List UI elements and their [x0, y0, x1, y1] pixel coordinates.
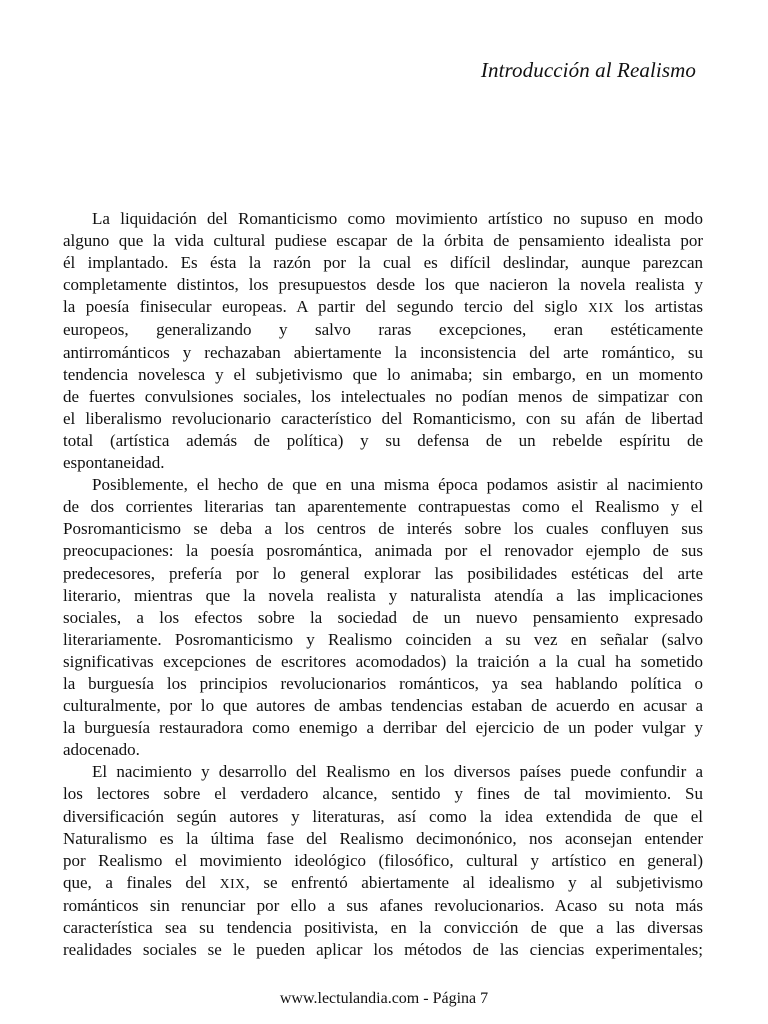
text-line: literariamente. Posromanticismo y Realismo coinciden a su vez en señalar (salvo	[63, 629, 703, 649]
text-line: él implantado. Es ésta la razón por la cual es difícil deslindar, aunque parezcan	[63, 253, 703, 273]
page-footer: www.lectulandia.com - Página 7	[279, 990, 489, 1007]
text-line: Posromanticismo se deba a los centros de interés sobre los cuales confluyen sus	[63, 519, 703, 539]
paragraph	[63, 761, 703, 961]
text-line: El nacimiento y desarrollo del Realismo en los diversos países puede confundir a	[92, 762, 703, 782]
text-line: que, a finales del XIX, se enfrentó abiertamente al idealismo y al subjetivismo	[63, 872, 703, 892]
running-header: Introducción al Realismo	[480, 58, 696, 82]
text-line: total (artística además de política) y su defensa de un rebelde espíritu de	[63, 430, 703, 450]
text-line: característica sea su tendencia positivista, en la convicción de que a las diversas	[63, 918, 703, 937]
text-line: completamente distintos, los presupuestos desde los que nacieron la novela realista y	[63, 275, 703, 295]
text-line: diversificación según autores y literaturas, así como la idea extendida de que el	[63, 806, 703, 826]
text-line: antirrománticos y rechazaban abiertamente la inconsistencia del arte romántico, su	[63, 342, 703, 362]
text-line: adocenado.	[63, 740, 140, 760]
text-line: europeos, generalizando y salvo raras excepciones, eran estéticamente	[63, 320, 703, 340]
text-line: de dos corrientes literarias tan aparentemente contrapuestas como el Realismo y el	[63, 497, 703, 517]
text-line: el liberalismo revolucionario característico del Romanticismo, con su afán de libertad	[63, 408, 703, 428]
text-line: predecesores, prefería por lo general explorar las posibilidades estéticas del arte	[63, 563, 703, 583]
paragraph	[63, 474, 703, 761]
text-line: la burguesía los principios revolucionarios románticos, ya sea hablando política o	[63, 673, 703, 693]
text-line: los lectores sobre el verdadero alcance, sentido y fines de tal movimiento. Su	[63, 784, 703, 804]
paragraph	[63, 208, 703, 474]
text-line: de fuertes convulsiones sociales, los intelectuales no podían menos de simpatizar con	[63, 386, 703, 406]
body-text	[63, 208, 703, 961]
text-line: la burguesía restauradora como enemigo a derribar del ejercicio de un poder vulgar y	[63, 718, 703, 738]
text-line: sociales, a los efectos sobre la sociedad de un nuevo pensamiento expresado	[63, 607, 703, 627]
text-line: por Realismo el movimiento ideológico (filosófico, cultural y artístico en general)	[63, 850, 703, 870]
text-line: alguno que la vida cultural pudiese escapar de la órbita de pensamiento idealista por	[63, 231, 703, 251]
roman-numeral: XIX	[219, 875, 246, 891]
text-line: Naturalismo es la última fase del Realismo decimonónico, nos aconsejan entender	[63, 828, 703, 848]
text-line: Posiblemente, el hecho de que en una misma época podamos asistir al nacimiento	[92, 475, 703, 495]
text-line: significativas excepciones de escritores acomodados) la traición a la cual ha sometido	[63, 651, 703, 671]
roman-numeral: XIX	[588, 300, 614, 316]
text-line: culturalmente, por lo que autores de ambas tendencias estaban de acuerdo en acusar a	[63, 696, 703, 716]
text-line: preocupaciones: la poesía posromántica, animada por el renovador ejemplo de sus	[63, 541, 703, 561]
text-line: espontaneidad.	[63, 453, 165, 473]
text-line: la poesía finisecular europeas. A partir del segundo tercio del siglo XIX los artistas	[63, 297, 703, 317]
text-line: tendencia novelesca y el subjetivismo que lo animaba; sin embargo, en un momento	[63, 364, 703, 384]
text-line: literario, mientras que la novela realista y naturalista atendía a las implicaciones	[63, 585, 703, 605]
text-line: románticos sin renunciar por ello a sus afanes revolucionarios. Acaso su nota más	[63, 895, 703, 915]
text-line: La liquidación del Romanticismo como movimiento artístico no supuso en modo	[92, 209, 703, 228]
text-line: realidades sociales se le pueden aplicar los métodos de las ciencias experimentales;	[63, 940, 703, 960]
